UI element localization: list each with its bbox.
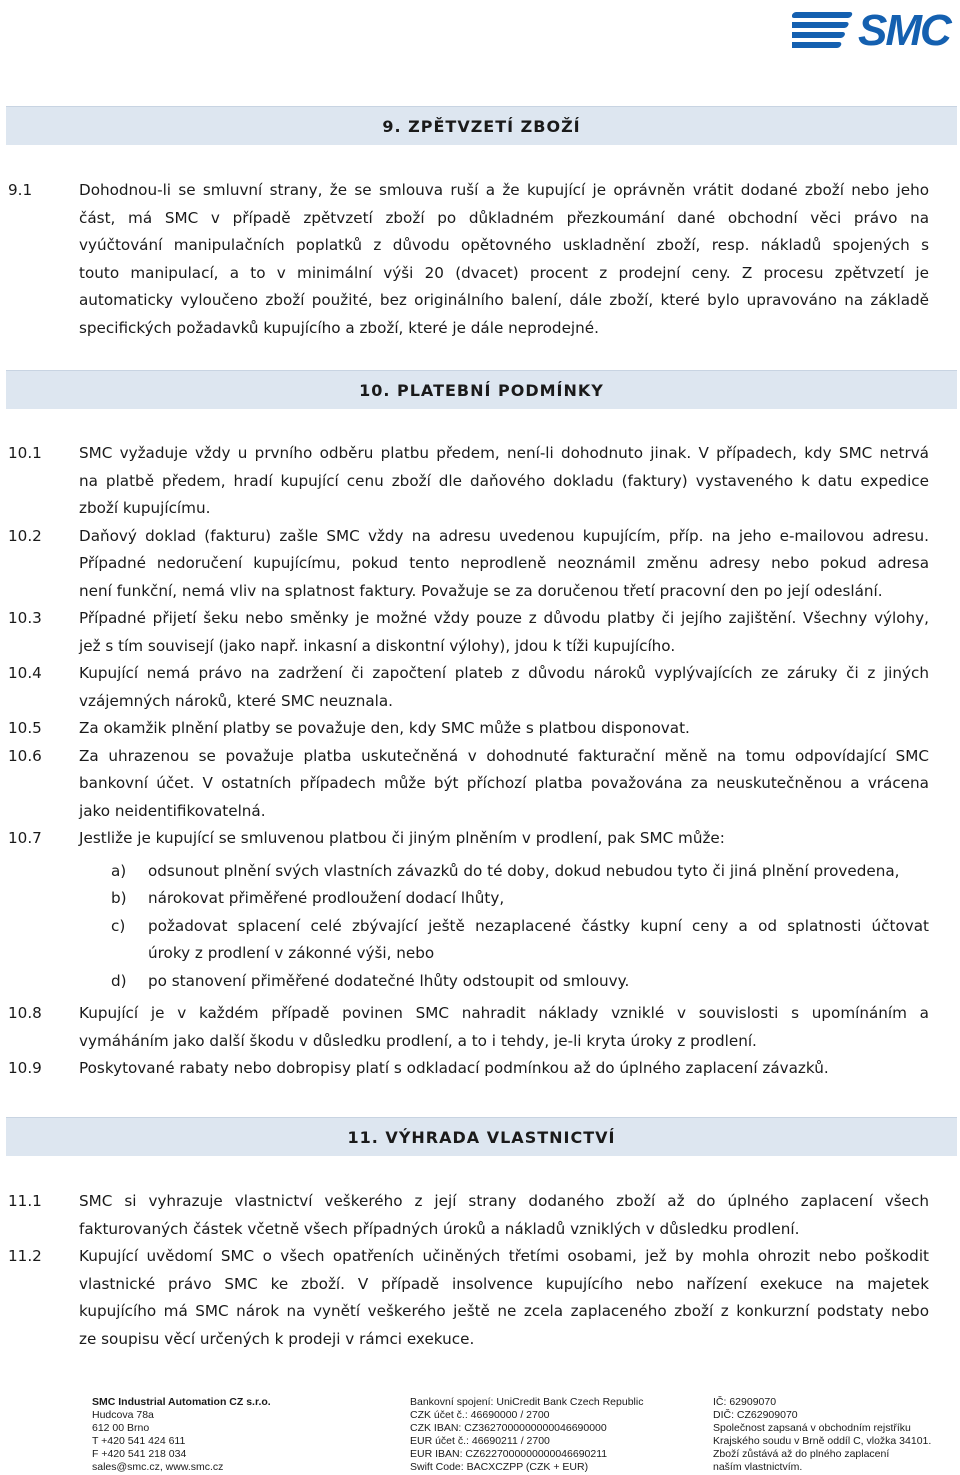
footer-company xyxy=(92,1396,271,1474)
text-line: vzájemných nároků, které SMC neuznala. xyxy=(79,691,393,710)
footer-line: Bankovní spojení: UniCredit Bank Czech Republic xyxy=(410,1396,644,1408)
text-line: touto manipulací, a to v minimální výši 20 (dvacet) procent z prodejní ceny. Z procesu zpětvzetí je xyxy=(79,263,929,282)
logo-text: SMC xyxy=(858,6,950,55)
text-line: specifických požadavků kupujícího a zboží, které je dále neprodejné. xyxy=(79,318,599,337)
footer-line: T +420 541 424 611 xyxy=(92,1435,186,1447)
list-marker: a) xyxy=(111,861,127,880)
footer-line: Zboží zůstává až do plného zaplacení xyxy=(713,1448,890,1460)
text-line: vyúčtování manipulačních poplatků z důvodu opětovného uskladnění zboží, resp. nákladů spojených s xyxy=(79,236,929,254)
text-line: zboží kupujícímu. xyxy=(79,499,211,517)
footer-line: EUR IBAN: CZ6227000000000046690211 xyxy=(410,1448,608,1460)
text-line: bankovní účet. V ostatních případech může být příchozí platba považována za neuskutečněnou a vrácena xyxy=(79,774,929,792)
text-line: úroky z prodlení v zákonné výši, nebo xyxy=(148,944,435,962)
text-line: kupujícího má SMC nárok na vynětí veškerého ještě ne zcela zaplaceného zboží z konkurzní podstaty nebo xyxy=(79,1302,929,1320)
footer-bank xyxy=(410,1396,643,1474)
item-number: 10.8 xyxy=(8,1004,42,1022)
item-number: 10.7 xyxy=(8,829,42,847)
item-number: 10.3 xyxy=(8,609,42,627)
footer-line: 612 00 Brno xyxy=(92,1422,150,1434)
section-heading-11: 11. VÝHRADA VLASTNICTVÍ xyxy=(6,1117,957,1156)
text-line: po stanovení přiměřené dodatečné lhůty odstoupit od smlouvy. xyxy=(148,971,630,990)
text-line: Dohodnou-li se smluvní strany, že se smlouva ruší a že kupující je oprávněn vrátit dodané zboží nebo jeho xyxy=(79,181,929,199)
text-line: ze soupisu věcí určených k prodeji v rámci exekuce. xyxy=(79,1329,475,1348)
text-line: automaticky vyloučeno zboží použité, bez originálního balení, dále zboží, které bylo upravováno na základě xyxy=(79,291,929,309)
footer-email-web[interactable]: sales@smc.cz, www.smc.cz xyxy=(92,1461,224,1473)
item-number: 10.1 xyxy=(8,444,42,462)
text-line: není funkční, nemá vliv na splatnost faktury. Považuje se za doručenou třetí pracovní den po její odeslání. xyxy=(79,581,883,600)
footer-line: SMC Industrial Automation CZ s.r.o. xyxy=(92,1396,271,1408)
text-line: jež s tím souvisejí (jako např. inkasní a diskontní výlohy), jdou k tíži kupujícího. xyxy=(79,636,676,655)
text-line: část, má SMC v případě zpětvzetí zboží po důkladném přezkoumání dané obchodní věci právo na xyxy=(79,208,929,227)
text-line: fakturovaných částek včetně všech případných úroků a nákladů vzniklých v důsledku prodlení. xyxy=(79,1219,800,1238)
text-line: Kupující nemá právo na zadržení či započtení plateb z důvodu nároků vyplývajících ze záruky či z jiných xyxy=(79,664,929,682)
item-number: 10.6 xyxy=(8,746,42,765)
text-line: vlastnické právo SMC ke zboží. V případě insolvence kupujícího nebo nařízení exekuce na majetek xyxy=(79,1274,929,1293)
text-line: na platbě předem, hradí kupující cenu zboží dle daňového dokladu (faktury) vystaveného k datu expedice xyxy=(79,471,929,490)
text-line: Za okamžik plnění platby se považuje den, kdy SMC může s platbou disponovat. xyxy=(79,719,690,737)
text-line: Za uhrazenou se považuje platba uskutečněná v dohodnuté fakturační měně na tomu odpovídající SMC xyxy=(79,746,929,765)
footer-line: Hudcova 78a xyxy=(92,1409,154,1421)
text-line: odsunout plnění svých vlastních závazků do té doby, dokud nebudou tyto či jiná plnění provedena, xyxy=(148,861,900,880)
list-marker: c) xyxy=(111,916,126,935)
footer-line: CZK IBAN: CZ3627000000000046690000 xyxy=(410,1422,607,1434)
item-number: 10.5 xyxy=(8,719,42,737)
section-heading-10: 10. PLATEBNÍ PODMÍNKY xyxy=(6,370,957,409)
text-line: jako neidentifikovatelná. xyxy=(79,801,266,820)
list-marker: b) xyxy=(111,889,127,907)
item-number: 10.2 xyxy=(8,526,42,545)
text-line: Případné přijetí šeku nebo směnky je možné vždy pouze z důvodu platby či jejího zajištění. Všechny výlohy, xyxy=(79,609,929,627)
footer-line: IČ: 62909070 xyxy=(713,1396,777,1408)
smc-logo xyxy=(792,4,952,56)
item-number: 9.1 xyxy=(8,181,33,199)
text-line: SMC vyžaduje vždy u prvního odběru platbu předem, není-li dohodnuto jinak. V případech, kdy SMC netrvá xyxy=(79,444,929,462)
list-marker: d) xyxy=(111,971,127,990)
text-line: požadovat splacení celé zbývající ještě nezaplacené částky kupní ceny a od splatnosti účtovat xyxy=(148,916,929,935)
footer-line: naším vlastnictvím. xyxy=(713,1461,803,1473)
footer-line: EUR účet č.: 46690211 / 2700 xyxy=(410,1435,550,1447)
section-heading-9: 9. ZPĚTVZETÍ ZBOŽÍ xyxy=(6,106,957,145)
text-line: nárokovat přiměřené prodloužení dodací lhůty, xyxy=(148,889,505,907)
text-line: SMC si vyhrazuje vlastnictví veškerého z její strany dodaného zboží až do úplného zaplacení všech xyxy=(79,1192,929,1210)
footer-line: DIČ: CZ62909070 xyxy=(713,1409,798,1421)
text-line: Poskytované rabaty nebo dobropisy platí s odkladací podmínkou až do úplného zaplacení závazků. xyxy=(79,1059,829,1077)
text-line: Případné nedoručení kupujícímu, pokud tento neprodleně neoznámil změnu adresy nebo pokud adresa xyxy=(79,554,929,572)
item-number: 11.2 xyxy=(8,1247,42,1265)
text-line: Kupující je v každém případě povinen SMC nahradit náklady vzniklé v souvislosti s upomínáním a xyxy=(79,1004,929,1022)
text-line: Daňový doklad (fakturu) zašle SMC vždy na adresu uvedenou kupujícím, příp. na jeho e-mailovou adresu. xyxy=(79,526,929,545)
footer-line: F +420 541 218 034 xyxy=(92,1448,187,1460)
footer-line: Společnost zapsaná v obchodním rejstříku xyxy=(713,1422,911,1434)
text-line: vymáháním jako další škodu v důsledku prodlení, a to i tehdy, je-li kryta úroky z prodlení. xyxy=(79,1031,757,1050)
text-line: Kupující uvědomí SMC o všech opatřeních učiněných třetími osobami, jež by mohla ohrozit nebo poškodit xyxy=(79,1247,929,1265)
item-number: 11.1 xyxy=(8,1192,42,1210)
text-line: Jestliže je kupující se smluvenou platbou či jiným plněním v prodlení, pak SMC může: xyxy=(79,829,725,847)
footer-line: Swift Code: BACXCZPP (CZK + EUR) xyxy=(410,1461,589,1473)
item-number: 10.9 xyxy=(8,1059,42,1077)
footer-registration xyxy=(713,1396,931,1474)
item-number: 10.4 xyxy=(8,664,42,682)
footer-line: CZK účet č.: 46690000 / 2700 xyxy=(410,1409,550,1421)
smc-logo-mark-icon xyxy=(792,4,862,56)
footer-line: Krajského soudu v Brně oddíl C, vložka 34101. xyxy=(713,1435,932,1447)
